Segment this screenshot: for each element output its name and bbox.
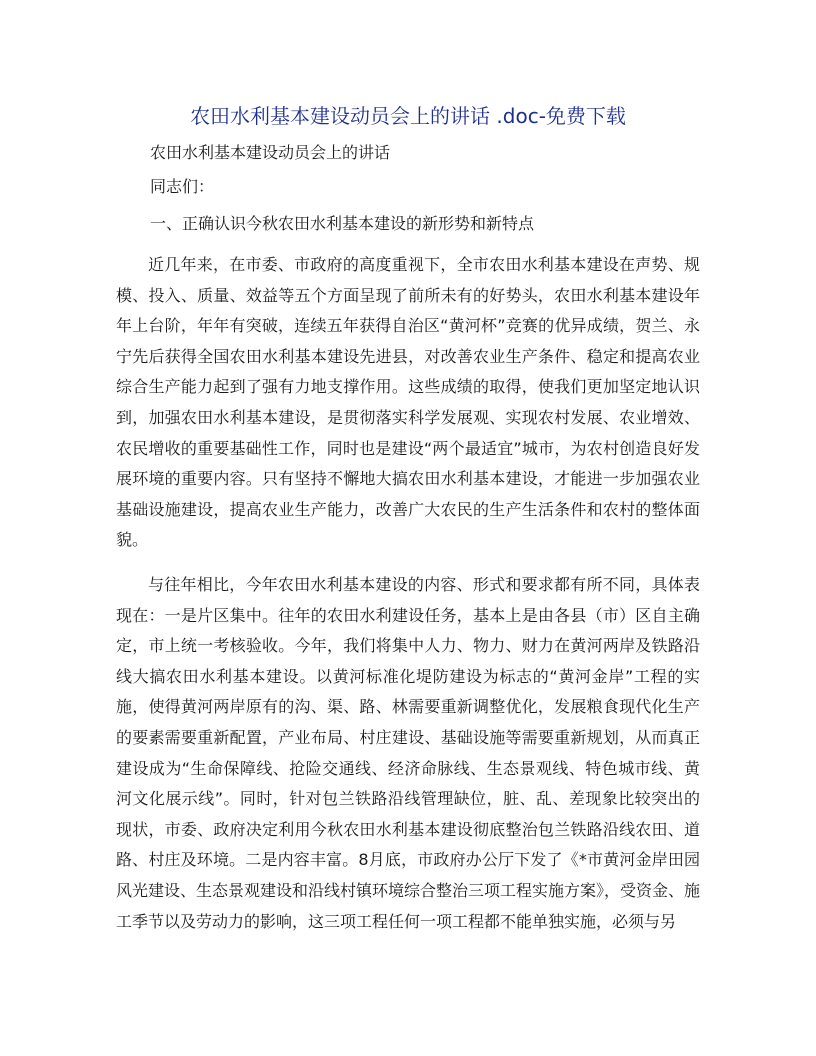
paragraph-1: 近几年来，在市委、市政府的高度重视下，全市农田水利基本建设在声势、规模、投入、质量、效益等五个方面呈现了前所未有的好势头，农田水利基本建设年年上台阶，年年有突破，连续五年获得自治区“黄河杯”竞赛的优异成绩，贺兰、永宁先后获得全国农田水利基本建设先进县，对改善农业生产条件、稳定和提高农业综合生产能力起到了强有力地支撑作用。这些成绩的取得，使我们更加坚定地认识到，加强农田水利基本建设，是贯彻落实科学发展观、实现农村发展、农业增效、农民增收的重要基础性工作，同时也是建设“两个最适宜”城市，为农村创造良好发展环境的重要内容。只有坚持不懈地大搞农田水利基本建设，才能进一步加强农业基础设施建设，提高农业生产能力，改善广大农民的生产生活条件和农村的整体面貌。 bbox=[116, 255, 700, 550]
salutation: 同志们： bbox=[150, 177, 215, 196]
speech-subtitle: 农田水利基本建设动员会上的讲话 bbox=[150, 143, 391, 162]
document-title: 农田水利基本建设动员会上的讲话 .doc-免费下载 bbox=[190, 104, 626, 128]
paragraph-2: 与往年相比，今年农田水利基本建设的内容、形式和要求都有所不同，具体表现在：一是片区集中。往年的农田水利建设任务，基本上是由各县（市）区自主确定，市上统一考核验收。今年，我们将集中人力、物力、财力在黄河两岸及铁路沿线大搞农田水利基本建设。以黄河标准化堤防建设为标志的“黄河金岸”工程的实施，使得黄河两岸原有的沟、渠、路、林需要重新调整优化，发展粮食现代化生产的要素需要重新配置，产业布局、村庄建设、基础设施等需要重新规划，从而真正建设成为“生命保障线、抢险交通线、经济命脉线、生态景观线、特色城市线、黄河文化展示线”。同时，针对包兰铁路沿线管理缺位，脏、乱、差现象比较突出的现状，市委、政府决定利用今秋农田水利基本建设彻底整治包兰铁路沿线农田、道路、村庄及环境。二是内容丰富。8月底，市政府办公厅下发了《*市黄河金岸田园风光建设、生态景观建设和沿线村镇环境综合整治三项工程实施方案》，受资金、施工季节以及劳动力的影响，这三项工程任何一项工程都不能单独实施，必须与另 bbox=[116, 575, 701, 931]
section-heading: 一、正确认识今秋农田水利基本建设的新形势和新特点 bbox=[150, 214, 535, 233]
